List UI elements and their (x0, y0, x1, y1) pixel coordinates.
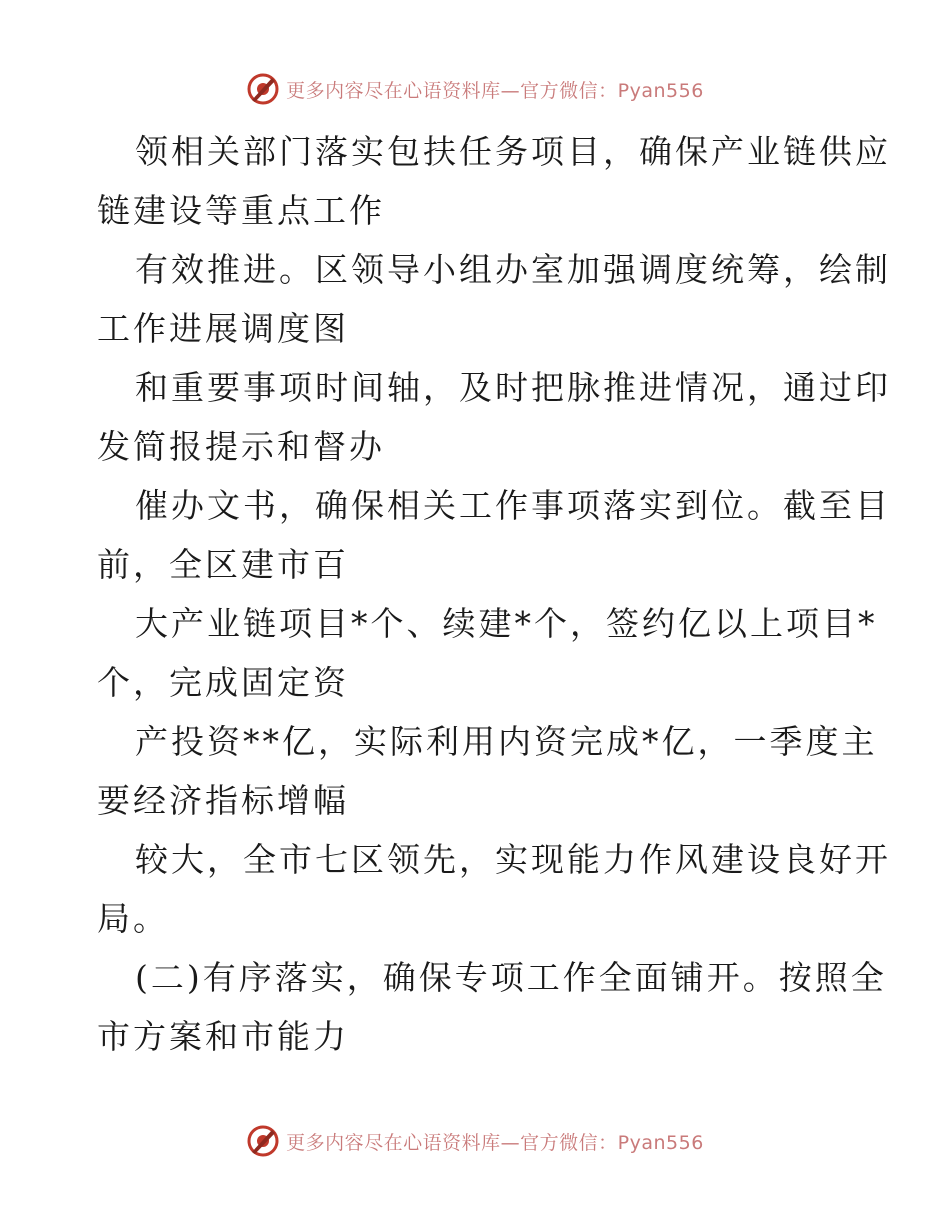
quill-seal-icon (246, 72, 280, 106)
paragraph (97, 594, 878, 712)
paragraph-line: 工作进展调度图 (97, 309, 349, 348)
paragraph-line: 领相关部门落实包扶任务项目，确保产业链供应 (135, 132, 891, 171)
watermark-text: 更多内容尽在心语资料库—官方微信：Pyan556 (286, 1131, 704, 1154)
paragraph (97, 358, 891, 476)
paragraph-line: 个，完成固定资 (97, 663, 349, 702)
paragraph-line: 有效推进。区领导小组办室加强调度统筹，绘制 (135, 250, 891, 289)
header-watermark (0, 72, 950, 106)
paragraph-line: 要经济指标增幅 (97, 781, 349, 820)
paragraph (97, 712, 878, 830)
paragraph-line: 市方案和市能力 (97, 1017, 349, 1056)
paragraph (97, 476, 891, 594)
quill-seal-icon (246, 1124, 280, 1158)
footer-watermark (0, 1124, 950, 1158)
paragraph-line: 发简报提示和督办 (97, 427, 385, 466)
paragraph (97, 240, 891, 358)
paragraph-line: 催办文书，确保相关工作事项落实到位。截至目 (135, 486, 891, 525)
watermark-text: 更多内容尽在心语资料库—官方微信：Pyan556 (286, 79, 704, 102)
paragraph-line: 较大，全市七区领先，实现能力作风建设良好开 (135, 840, 891, 879)
paragraph-line: 产投资**亿，实际利用内资完成*亿，一季度主 (135, 722, 878, 761)
paragraph-line: 大产业链项目*个、续建*个，签约亿以上项目* (135, 604, 878, 643)
paragraph-line: 前，全区建市百 (97, 545, 349, 584)
document-body (97, 122, 891, 1066)
paragraph-line: 和重要事项时间轴，及时把脉推进情况，通过印 (135, 368, 891, 407)
paragraph-line: 局。 (97, 899, 169, 938)
paragraph-line: (二)有序落实，确保专项工作全面铺开。按照全 (135, 958, 887, 997)
paragraph (97, 122, 891, 240)
paragraph-line: 链建设等重点工作 (97, 191, 385, 230)
paragraph (97, 830, 891, 948)
paragraph (97, 948, 887, 1066)
